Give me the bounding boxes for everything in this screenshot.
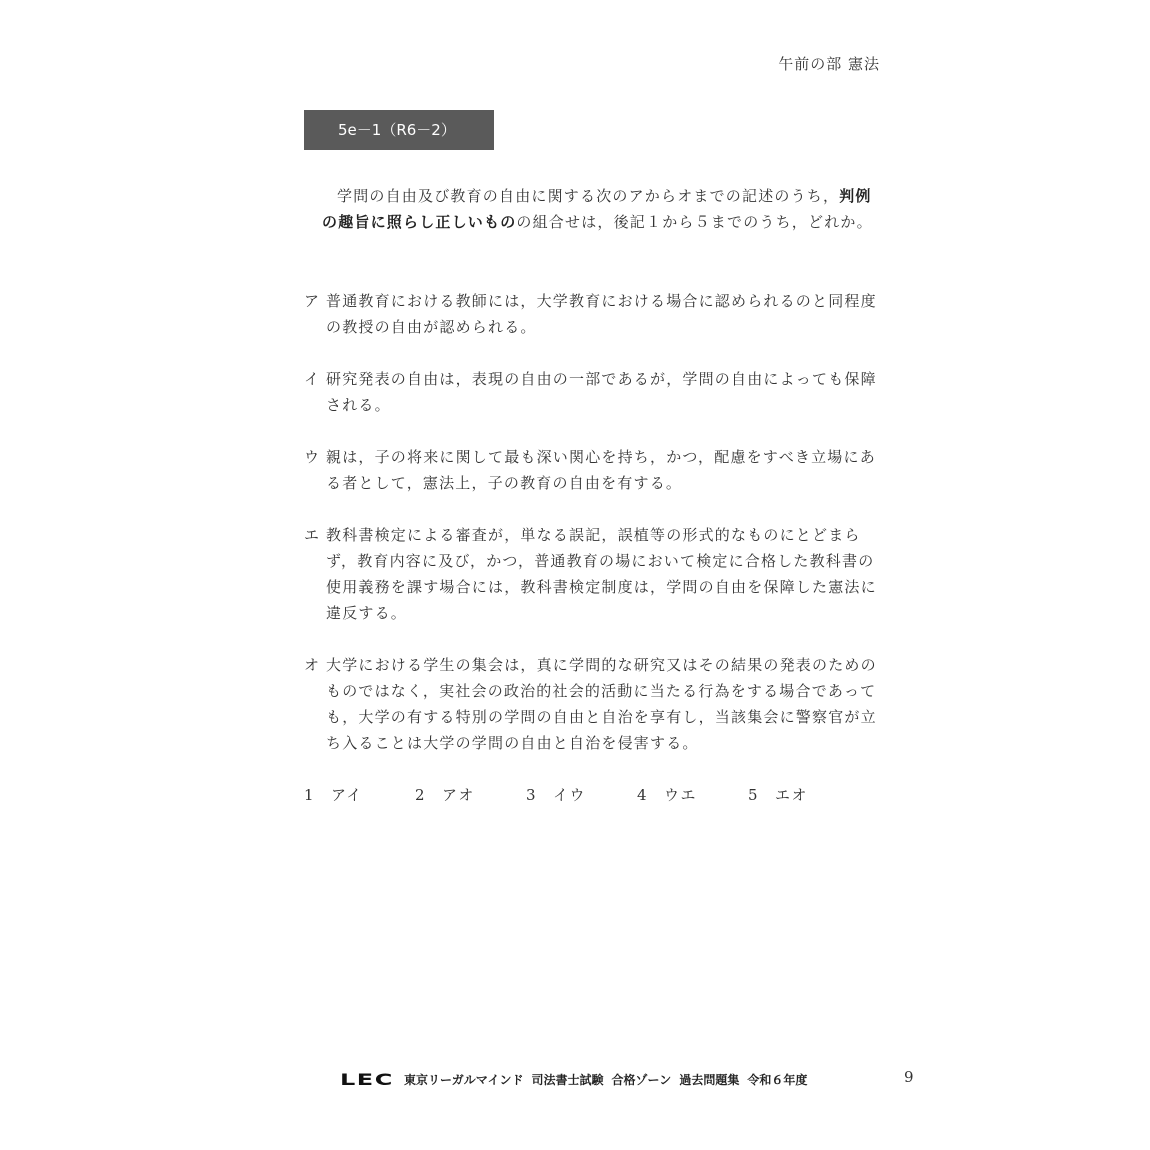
statement-text: 大学における学生の集会は，真に学問的な研究又はその結果の発表のためのものではなく，実社会の政治的社会的活動に当たる行為をする場合であっても，大学の有する特別の学問の自由と自治を享有し，当該集会に警察官が立ち入ることは大学の学問の自由と自治を侵害する。 xyxy=(326,656,877,752)
choice-number: 4 xyxy=(637,786,649,804)
statement-mark: ウ xyxy=(304,448,321,466)
intro-text-after: の組合せは，後記１から５までのうち，どれか。 xyxy=(516,213,873,231)
lec-logo: LEC xyxy=(340,1070,394,1089)
statement-o xyxy=(304,652,880,756)
footer-company: 東京リーガルマインド xyxy=(404,1073,524,1087)
choice-label: イウ xyxy=(553,786,587,804)
intro-text-before: 学問の自由及び教育の自由に関する次のアからオまでの記述のうち， xyxy=(337,187,840,205)
statement-mark: オ xyxy=(304,656,321,674)
statement-mark: ア xyxy=(304,292,321,310)
answer-choice xyxy=(637,784,748,805)
statement-text: 親は，子の将来に関して最も深い関心を持ち，かつ，配慮をすべき立場にある者として，憲法上，子の教育の自由を有する。 xyxy=(326,448,876,492)
choice-number: 5 xyxy=(748,786,760,804)
statement-u xyxy=(304,444,880,496)
answer-choices xyxy=(304,784,859,805)
statement-a xyxy=(304,288,880,340)
answer-choice xyxy=(415,784,526,805)
footer xyxy=(340,1070,815,1089)
choice-label: アオ xyxy=(442,786,475,804)
statement-text: 教科書検定による審査が，単なる誤記，誤植等の形式的なものにとどまらず，教育内容に及び，かつ，普通教育の場において検定に合格した教科書の使用義務を課す場合には，教科書検定制度は，学問の自由を保障した憲法に違反する。 xyxy=(326,526,877,622)
footer-book: 過去問題集 xyxy=(679,1073,740,1087)
page-number: 9 xyxy=(904,1068,914,1086)
intro-emphasis: 判例の趣旨に照らし正しいもの xyxy=(322,187,872,231)
choice-number: 3 xyxy=(526,786,538,804)
statement-text: 普通教育における教師には，大学教育における場合に認められるのと同程度の教授の自由が認められる。 xyxy=(326,292,877,336)
statement-text: 研究発表の自由は，表現の自由の一部であるが，学問の自由によっても保障される。 xyxy=(326,370,877,414)
choice-number: 2 xyxy=(415,786,427,804)
footer-exam: 司法書士試験 xyxy=(531,1073,604,1087)
choice-label: エオ xyxy=(775,786,809,804)
running-head: 午前の部 憲法 xyxy=(778,55,880,73)
question-id-box: 5e－1（R6－2） xyxy=(304,110,494,150)
statement-mark: エ xyxy=(304,526,321,544)
statement-mark: イ xyxy=(304,370,321,388)
choice-label: アイ xyxy=(331,786,363,804)
statement-e xyxy=(304,522,880,626)
answer-choice xyxy=(748,784,859,805)
answer-choice xyxy=(526,784,637,805)
footer-series: 合格ゾーン xyxy=(611,1073,672,1087)
answer-choice xyxy=(304,784,415,805)
statement-i xyxy=(304,366,880,418)
choice-label: ウエ xyxy=(664,786,698,804)
question-intro xyxy=(304,183,884,235)
choice-number: 1 xyxy=(304,786,316,804)
footer-year: 令和６年度 xyxy=(747,1073,808,1087)
